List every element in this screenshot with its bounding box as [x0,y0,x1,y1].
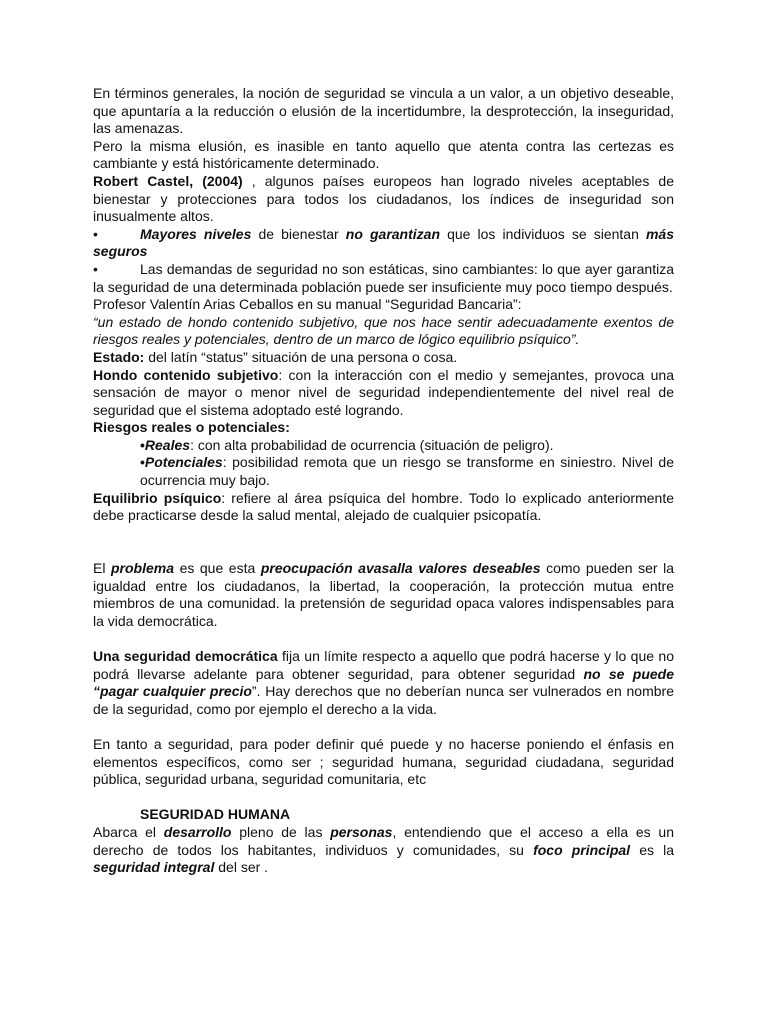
definition-text: del latín “status” situación de una persona o cosa. [144,348,458,365]
democratica-term: Una seguridad democrática [93,648,278,664]
bullet-1-text-1: de bienestar [251,225,346,242]
bullet-1-emphasis-1: Mayores niveles [140,225,252,242]
problema-text-3: como pueden ser la igualdad entre los ciudadanos, la libertad, la cooperación, la protección mutua entre miembros de una comunidad. la pretensión de seguridad opaca valores indispensables para la vida democrática. [93,560,675,629]
castel-text: , algunos países europeos han logrado niveles aceptables de bienestar y protecciones para todos los ciudadanos, los índices de inseguridad son inusualmente altos. [93,172,674,225]
definition-term: Potenciales [144,454,223,471]
paragraph-problema [93,560,674,630]
humana-emphasis-2: personas [330,823,393,840]
humana-emphasis-3: foco principal [533,841,631,858]
paragraph-democratica [93,648,674,718]
humana-emphasis-1: desarrollo [163,823,232,840]
definition-text: : refiere al área psíquica del hombre. Todo lo explicado anteriormente debe practicarse desde la salud mental, alejado de cualquier psicopatía. [93,489,674,524]
definition-term: Reales [144,436,191,453]
humana-emphasis-4: seguridad integral [93,859,215,876]
paragraph-arias-quote: “un estado de hondo contenido subjetivo, que nos hace sentir adecuadamente exentos de riesgos reales y potenciales, dentro de un marco de lógico equilibrio psíquico”. [93,313,674,348]
document-page [93,85,674,877]
bullet-marker: • [93,225,98,242]
paragraph-seguridad-humana [93,824,674,877]
bullet-marker: • [93,260,98,277]
humana-text-2: pleno de las [231,823,331,840]
section-heading: SEGURIDAD HUMANA [140,806,291,823]
paragraph-arias-intro: Profesor Valentín Arias Ceballos en su manual “Seguridad Bancaria”: [93,296,522,313]
definition-text: : posibilidad remota que un riesgo se transforme en siniestro. Nivel de ocurrencia muy bajo. [140,454,674,489]
riesgos-item-reales [140,437,674,455]
bullet-item-2 [93,261,674,296]
riesgos-item-potenciales [140,454,674,489]
humana-text-5: del ser . [214,859,269,876]
riesgos-title: Riesgos reales o potenciales: [93,419,290,436]
democratica-emphasis: no se puede “pagar cualquier precio [93,665,674,700]
problema-text-1: El [93,560,111,577]
bullet-marker: • [140,454,145,471]
bullet-1-emphasis-2: no garantizan [345,225,440,242]
democratica-text-2: ”. Hay derechos que no deberían nunca ser vulnerados en nombre de la seguridad, como por ejemplo el derecho a la vida. [93,683,674,717]
problema-emphasis-1: problema [111,560,175,577]
problema-text-2: es que esta [174,560,261,577]
paragraph-intro: En términos generales, la noción de seguridad se vincula a un valor, a un objetivo deseable, que apuntaría a la reducción o elusión de la incertidumbre, la desprotección, la inseguridad, las amenazas. [93,85,674,137]
definition-term: Equilibrio psíquico [93,489,222,506]
democratica-text-1: fija un límite respecto a aquello que podrá hacerse y lo que no podrá llevarse adelante para obtener seguridad, para obtener seguridad [93,648,674,682]
definition-term: Estado: [93,348,145,365]
bullet-marker: • [140,436,145,453]
definition-term: Hondo contenido subjetivo [93,366,279,383]
humana-text-1: Abarca el [93,823,164,840]
paragraph-en-tanto: En tanto a seguridad, para poder definir qué puede y no hacerse poniendo el énfasis en elementos específicos, como ser ; seguridad humana, seguridad ciudadana, seguridad pública, seguridad urbana, seguridad comunitaria, etc [93,735,674,788]
bullet-1-emphasis-3: más seguros [93,225,674,260]
definition-text: : con alta probabilidad de ocurrencia (situación de peligro). [190,436,554,453]
definition-equilibrio [93,490,674,525]
castel-citation: Robert Castel, (2004) [93,172,243,189]
paragraph-castel [93,173,674,226]
humana-text-4: es la [630,841,674,858]
bullet-1-text-2: que los individuos se sientan [440,225,646,242]
paragraph-elusion: Pero la misma elusión, es inasible en tanto aquello que atenta contra las certezas es cambiante y está históricamente determinado. [93,137,674,172]
humana-text-3: , entendiendo que el acceso a ella es un derecho de todos los habitantes, individuos y comunidades, su [93,823,674,858]
bullet-item-1 [93,226,674,261]
definition-hondo [93,367,674,420]
definition-estado [93,349,674,367]
definition-text: : con la interacción con el medio y semejantes, provoca una sensación de mayor o menor nivel de seguridad independientemente del nivel real de seguridad que el sistema adoptado esté logrando. [93,366,674,418]
bullet-2-text: Las demandas de seguridad no son estáticas, sino cambiantes: lo que ayer garantiza la seguridad de una determinada población puede ser insuficiente muy poco tiempo después. [93,260,674,295]
problema-emphasis-2: preocupación avasalla valores deseables [260,560,541,577]
